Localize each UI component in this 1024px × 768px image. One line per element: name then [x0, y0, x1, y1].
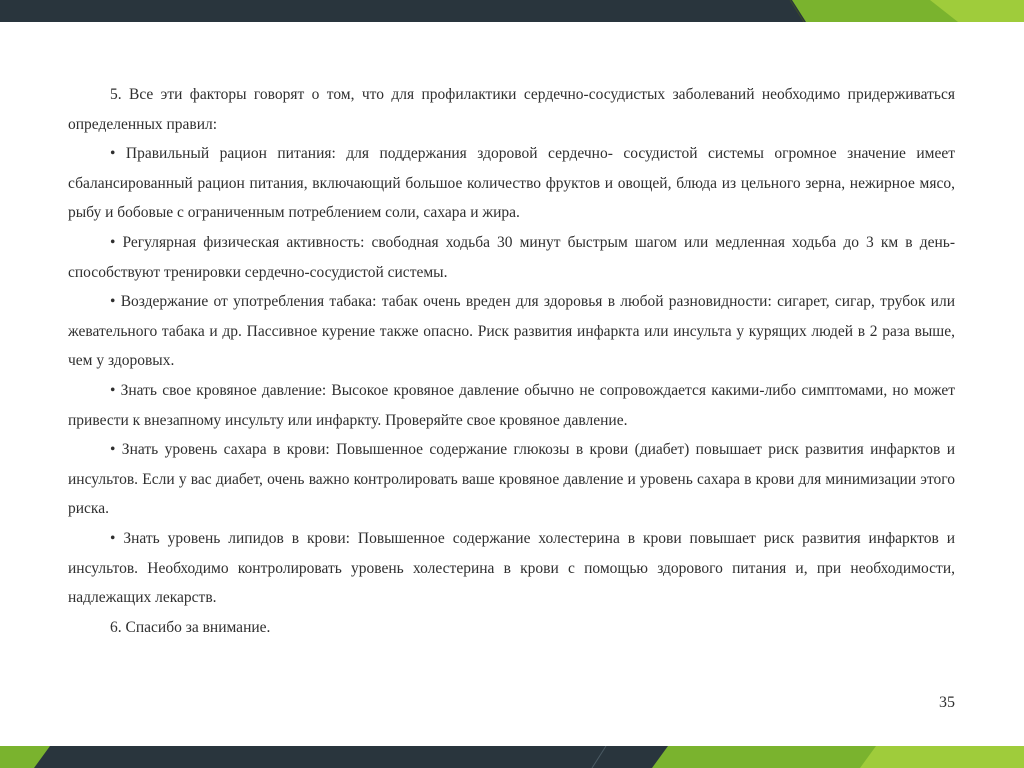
page-number: 35 [939, 694, 955, 711]
paragraph-activity: • Регулярная физическая активность: свободная ходьба 30 минут быстрым шагом или медленная ходьба до 3 км в день- способствуют тренировки сердечно-сосудистой системы. [68, 233, 955, 281]
paragraph-lipids: • Знать уровень липидов в крови: Повышенное содержание холестерина в крови повышает риск развития инфарктов и инсультов. Необходимо контролировать уровень холестерина в крови с помощью здорового питания и, при необходимости, надлежащих лекарств. [68, 529, 955, 607]
paragraph-intro: 5. Все эти факторы говорят о том, что для профилактики сердечно-сосудистых заболеваний необходимо придерживаться определенных правил: [68, 86, 955, 133]
paragraph-diet: • Правильный рацион питания: для поддержания здоровой сердечно- сосудистой системы огромное значение имеет сбалансированный рацион питания, включающий большое количество фруктов и овощей, блюда из цельного зерна, нежирное мясо, рыбу и бобовые с ограниченным потреблением соли, сахара и жира. [68, 145, 955, 222]
top-decorative-bar [0, 0, 1024, 22]
bottom-decorative-bar [0, 746, 1024, 768]
top-bar-graphic [0, 0, 1024, 22]
paragraph-blood-pressure: • Знать свое кровяное давление: Высокое кровяное давление обычно не сопровождается какими-либо симптомами, но может привести к внезапному инсульту или инфаркту. Проверяйте свое кровяное давление. [68, 381, 955, 429]
paragraph-tobacco: • Воздержание от употребления табака: табак очень вреден для здоровья в любой разновидности: сигарет, сигар, трубок или жевательного табака и др. Пассивное курение также опасно. Риск развития инфаркта или инсульта у курящих людей в 2 раза выше, чем у здоровых. [68, 293, 955, 370]
paragraph-blood-sugar: • Знать уровень сахара в крови: Повышенное содержание глюкозы в крови (диабет) повышает риск развития инфарктов и инсультов. Если у вас диабет, очень важно контролировать ваше кровяное давление и уровень сахара в крови для минимизации этого риска. [68, 441, 955, 518]
bottom-right-green-accent-light [860, 746, 1024, 768]
slide-body [68, 80, 955, 642]
paragraph-thanks: 6. Спасибо за внимание. [110, 618, 271, 636]
bottom-bar-graphic [0, 746, 1024, 768]
